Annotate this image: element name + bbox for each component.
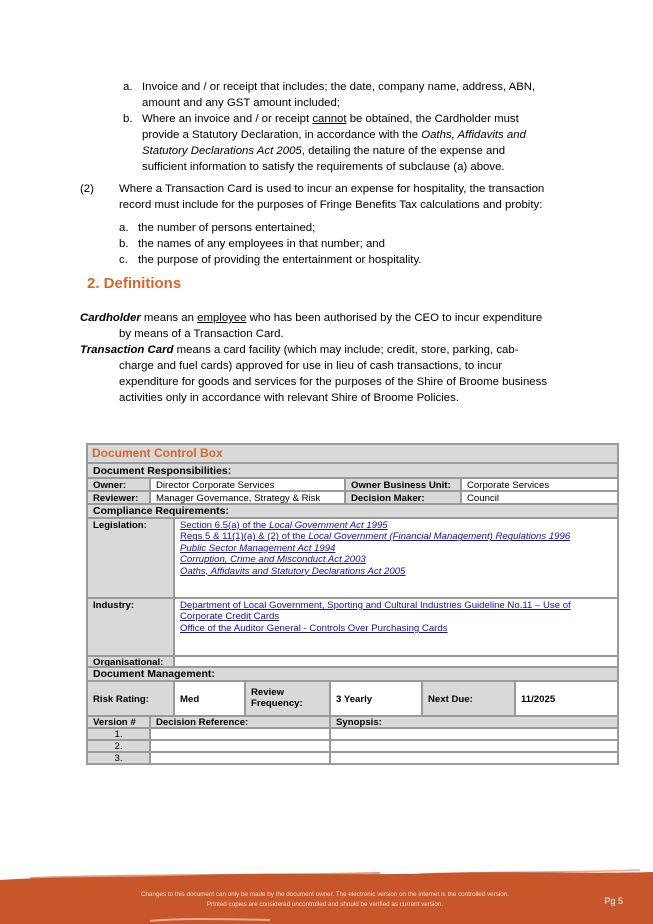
- definition-transaction-line4: activities only in accordance with relevant Shire of Broome Policies.: [119, 392, 459, 404]
- list-marker: b.: [123, 113, 133, 125]
- risk-rating-label: Risk Rating:: [87, 681, 174, 716]
- management-header: Document Management:: [87, 667, 618, 681]
- subclause-a-line1: Invoice and / or receipt that includes; the date, company name, address, ABN,: [142, 81, 536, 93]
- decision-reference-cell: [150, 752, 330, 764]
- decision-reference-header: Decision Reference:: [150, 716, 330, 728]
- definition-cardholder-line2: by means of a Transaction Card.: [119, 328, 284, 340]
- industry-label: Industry:: [87, 598, 174, 656]
- footer-note-2: Printed copies are considered uncontrolled and should be verified as current version.: [206, 901, 444, 908]
- version-number: 1.: [87, 728, 150, 740]
- owner-label: Owner:: [87, 478, 150, 491]
- clause2-line2: record must include for the purposes of Fringe Benefits Tax calculations and probity:: [119, 199, 543, 211]
- list-item: the names of any employees in that number; and: [138, 238, 385, 250]
- subclause-a-line2: amount and any GST amount included;: [142, 97, 340, 109]
- owner-business-unit-value: Corporate Services: [461, 478, 618, 491]
- industry-list: [174, 598, 618, 656]
- legislation-list: [174, 518, 618, 598]
- review-frequency-label: Review Frequency:: [245, 681, 330, 716]
- version-number: 2.: [87, 740, 150, 752]
- decision-maker-label: Decision Maker:: [345, 491, 461, 504]
- footer-brush-mark: [150, 916, 270, 924]
- version-header: Version #: [87, 716, 150, 728]
- synopsis-cell: [330, 728, 618, 740]
- synopsis-cell: [330, 752, 618, 764]
- section-heading: 2. Definitions: [87, 275, 182, 292]
- subclause-b-line4: sufficient information to satisfy the requirements of subclause (a) above.: [142, 161, 505, 173]
- definition-transaction-card: Transaction Card means a card facility (which may include; credit, store, parking, cab-: [80, 344, 519, 356]
- industry-link[interactable]: Corporate Credit Cards: [180, 611, 280, 623]
- version-number: 3.: [87, 752, 150, 764]
- legislation-link[interactable]: Oaths, Affidavits and Statutory Declarations Act 2005: [180, 565, 406, 577]
- organisational-value: [174, 656, 618, 667]
- synopsis-header: Synopsis:: [330, 716, 618, 728]
- legislation-label: Legislation:: [87, 518, 174, 598]
- reviewer-value: Manager Governance, Strategy & Risk: [150, 491, 345, 504]
- subclause-b-line3: Statutory Declarations Act 2005, detailing the nature of the expense and: [142, 145, 506, 157]
- list-marker: b.: [119, 238, 129, 250]
- list-item: the purpose of providing the entertainment or hospitality.: [138, 254, 422, 266]
- decision-reference-cell: [150, 728, 330, 740]
- subclause-b-line2: provide a Statutory Declaration, in accordance with the Oaths, Affidavits and: [142, 129, 526, 141]
- synopsis-cell: [330, 740, 618, 752]
- industry-link[interactable]: Department of Local Government, Sporting and Cultural Industries Guideline No.11 – Use of: [180, 600, 571, 611]
- list-marker: a.: [119, 222, 129, 234]
- decision-reference-cell: [150, 740, 330, 752]
- legislation-link[interactable]: Section 6.5(a) of the Local Government Act 1995: [180, 520, 388, 531]
- document-control-box: [86, 443, 619, 765]
- control-box-title: Document Control Box: [87, 444, 618, 463]
- responsibilities-header: Document Responsibilities:: [87, 463, 618, 478]
- organisational-label: Organisational:: [87, 656, 174, 667]
- definition-transaction-line3: expenditure for goods and services for the purposes of the Shire of Broome business: [119, 376, 548, 388]
- footer-note-1: Changes to this document can only be made by the document owner. The electronic version on the internet is the controlled version.: [140, 891, 510, 898]
- owner-business-unit-label: Owner Business Unit:: [345, 478, 461, 491]
- list-marker: c.: [119, 254, 128, 266]
- legislation-link[interactable]: Regs 5 & 11(1)(a) & (2) of the Local Government (Financial Management) Regulations 1996: [180, 531, 571, 543]
- compliance-header: Compliance Requirements:: [87, 504, 618, 518]
- review-frequency-value: 3 Yearly: [330, 681, 422, 716]
- industry-link[interactable]: Office of the Auditor General - Controls Over Purchasing Cards: [180, 622, 448, 634]
- reviewer-label: Reviewer:: [87, 491, 150, 504]
- risk-rating-value: Med: [174, 681, 245, 716]
- decision-maker-value: Council: [461, 491, 618, 504]
- list-marker: a.: [123, 81, 133, 93]
- subclause-b-line1: Where an invoice and / or receipt cannot be obtained, the Cardholder must: [142, 113, 519, 125]
- owner-value: Director Corporate Services: [150, 478, 345, 491]
- clause2-line1: Where a Transaction Card is used to incur an expense for hospitality, the transaction: [119, 183, 545, 195]
- legislation-link[interactable]: Corruption, Crime and Misconduct Act 2003: [180, 554, 366, 566]
- next-due-value: 11/2025: [515, 681, 618, 716]
- next-due-label: Next Due:: [422, 681, 515, 716]
- list-item: the number of persons entertained;: [138, 222, 316, 234]
- legislation-link[interactable]: Public Sector Management Act 1994: [180, 542, 336, 554]
- page-footer: [0, 880, 653, 924]
- clause-marker: (2): [80, 183, 94, 195]
- page-number: Pg 5: [604, 896, 623, 906]
- definition-cardholder: Cardholder means an employee who has been authorised by the CEO to incur expenditure: [80, 312, 543, 324]
- definition-transaction-line2: charge and fuel cards) approved for use in lieu of cash transactions, to incur: [119, 360, 503, 372]
